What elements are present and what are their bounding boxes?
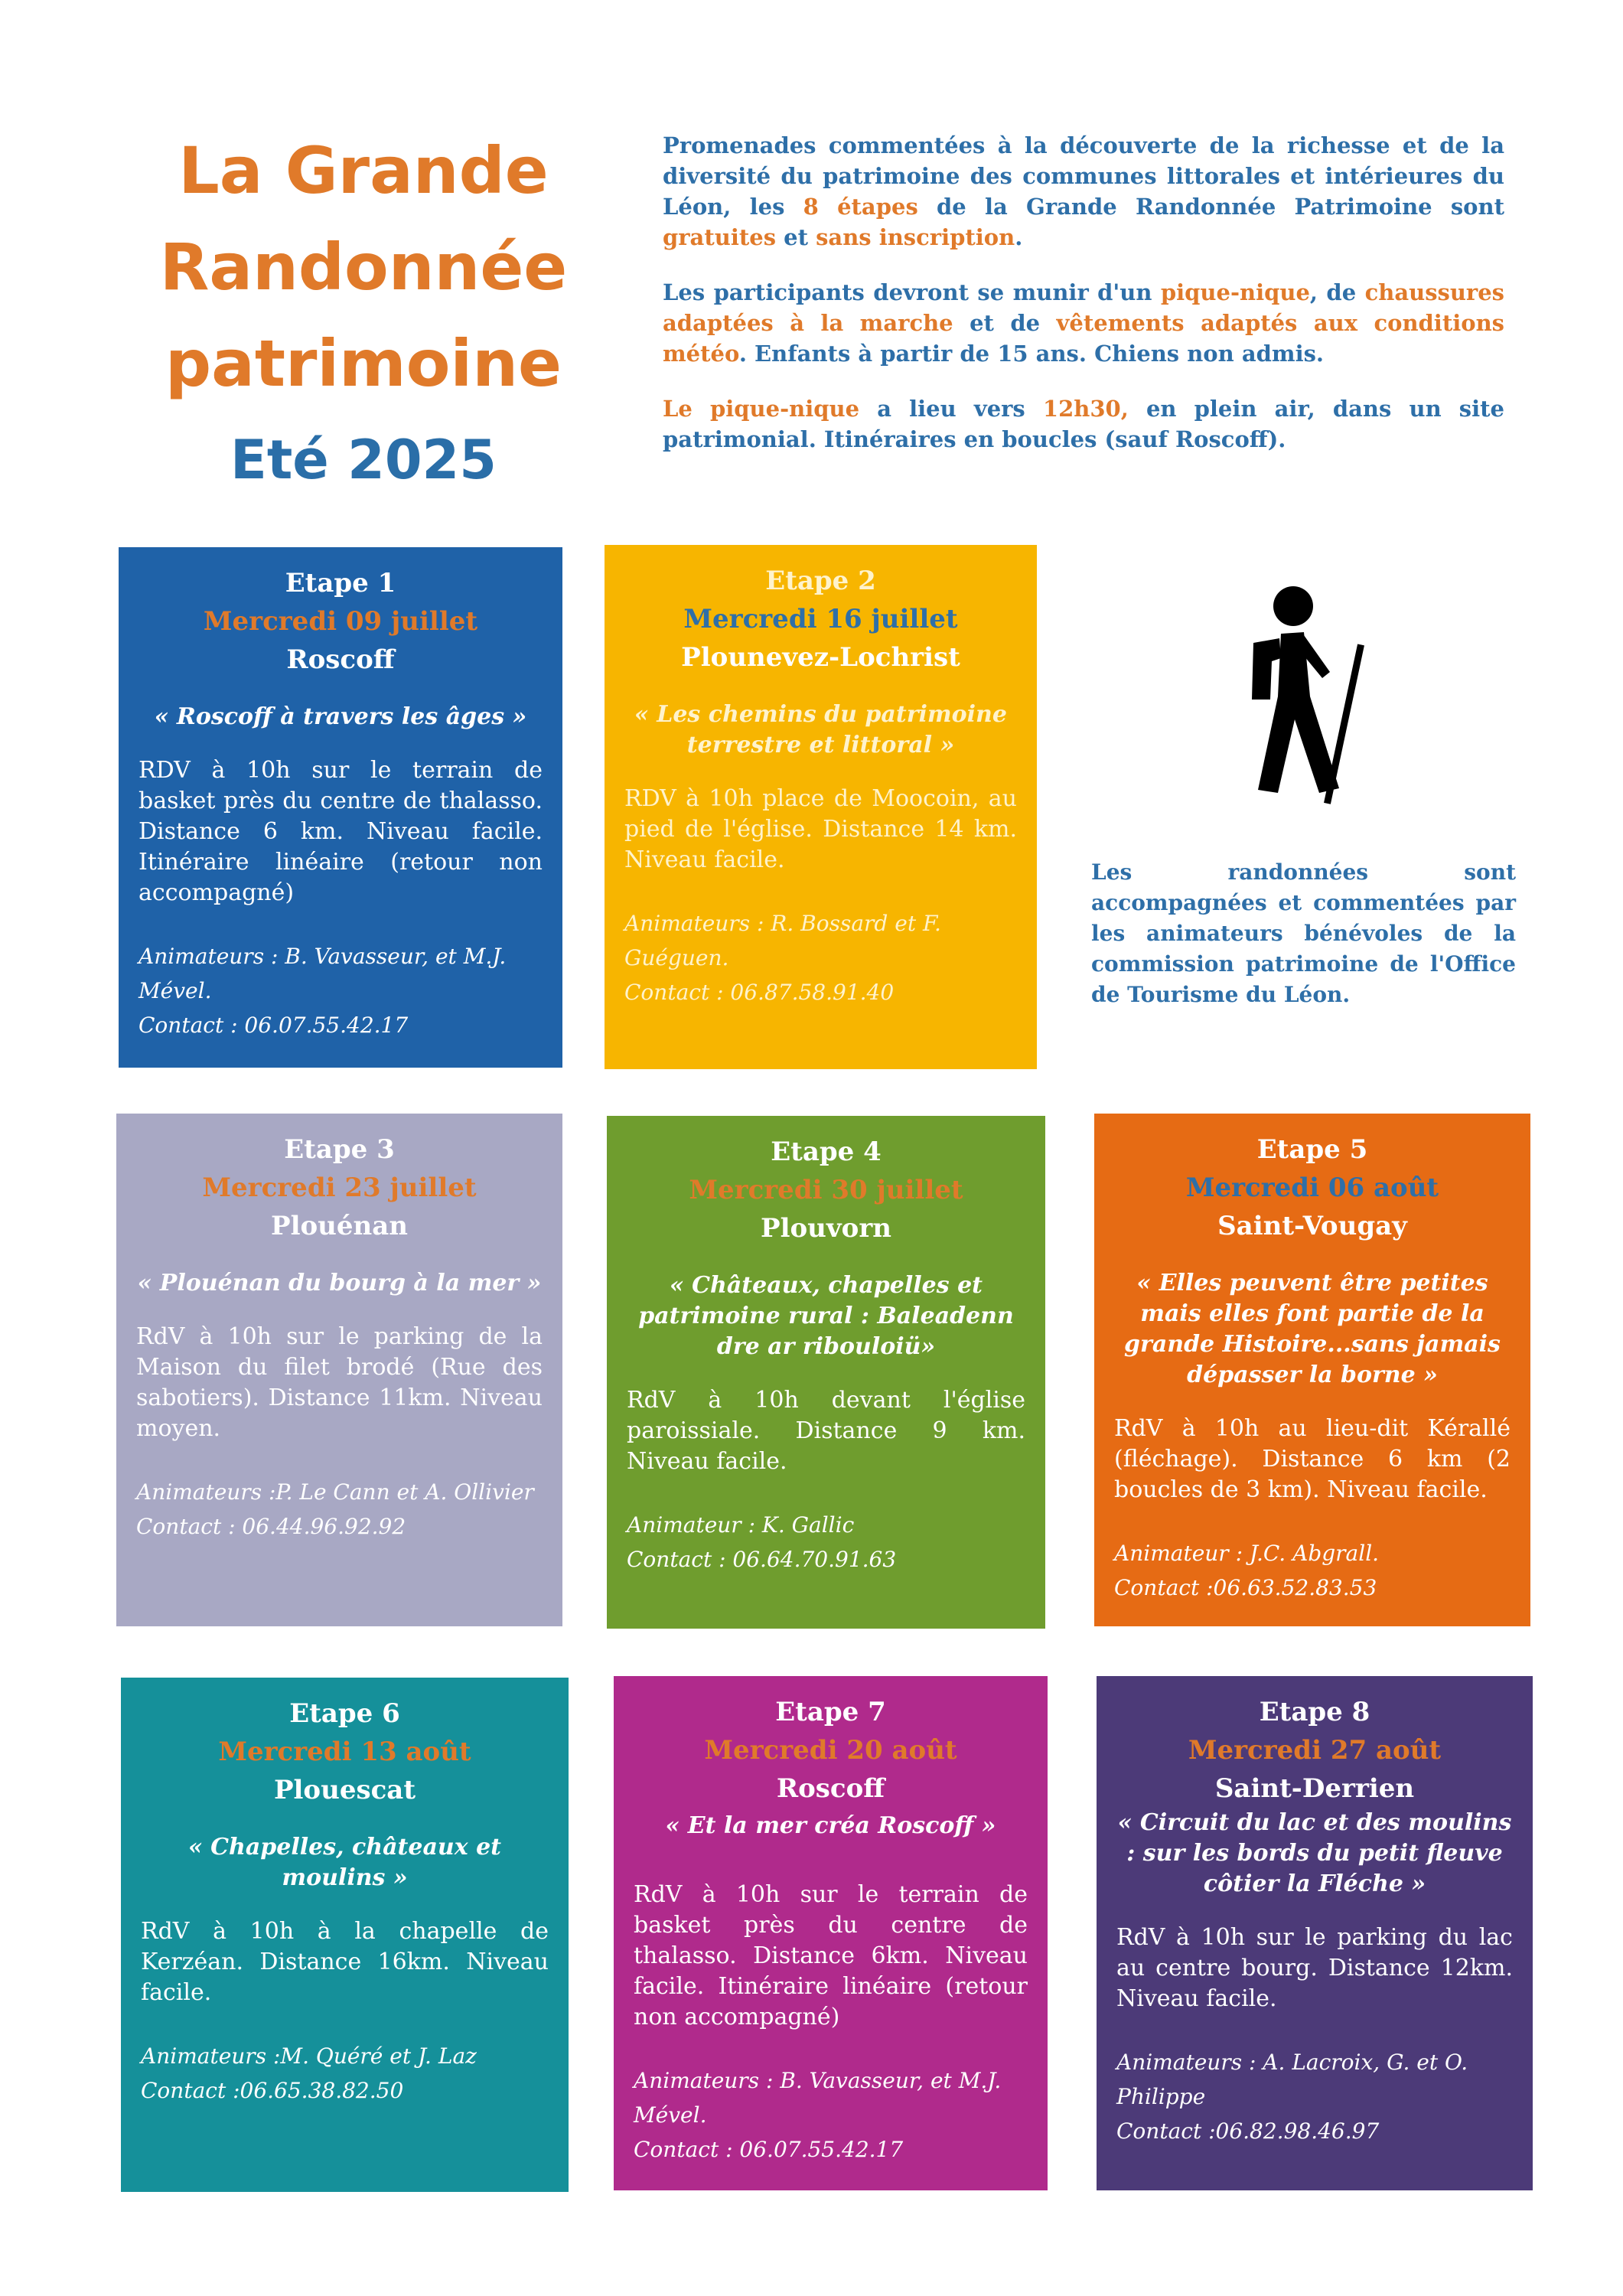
etape-date: Mercredi 16 juillet bbox=[683, 604, 958, 634]
etape-number: Etape 1 bbox=[285, 568, 396, 598]
etape-card-5 bbox=[1094, 1114, 1530, 1626]
etape-theme: « Circuit du lac et des moulins : sur les bords du petit fleuve côtier la Fléche » bbox=[1117, 1809, 1512, 1897]
title-line-3: patrimoine bbox=[165, 326, 562, 401]
etape-theme: « Chapelles, châteaux et moulins » bbox=[187, 1834, 502, 1891]
etape-animateurs: Animateurs : R. Bossard et F. Guéguen. bbox=[624, 911, 941, 970]
etape-card-2 bbox=[605, 545, 1037, 1069]
etape-contact: Contact : 06.07.55.42.17 bbox=[634, 2137, 904, 2162]
etape-card-6 bbox=[121, 1678, 569, 2192]
etape-place: Roscoff bbox=[776, 1773, 885, 1804]
title-year: Eté 2025 bbox=[230, 429, 497, 491]
etape-contact: Contact :06.65.38.82.50 bbox=[141, 2078, 404, 2103]
etape-rdv: RDV à 10h place de Moocoin, au pied de l'église. Distance 14 km. Niveau facile. bbox=[624, 785, 1017, 873]
etape-animateurs: Animateurs : B. Vavasseur, et M.J. Mével. bbox=[634, 2068, 1002, 2128]
etape-animateurs: Animateur : K. Gallic bbox=[627, 1512, 855, 1538]
etape-number: Etape 2 bbox=[765, 566, 876, 596]
etape-rdv: RdV à 10h sur le parking de la Maison du filet brodé (Rue des sabotiers). Distance 11km. Niveau moyen. bbox=[136, 1323, 543, 1442]
title-line-1: La Grande bbox=[178, 133, 549, 208]
intro-paragraph-1: Promenades commentées à la découverte de la richesse et de la diversité du patrimoine des communes littorales et intérieures du Léon, les 8 étapes de la Grande Randonnée Patrimoine sont gratuites et sans inscription. bbox=[663, 132, 1504, 250]
intro-paragraph-2: Les participants devront se munir d'un pique-nique, de chaussures adaptées à la marche et de vêtements adaptés aux conditions météo. Enfants à partir de 15 ans. Chiens non admis. bbox=[663, 279, 1504, 367]
title-line-2: Randonnée bbox=[159, 230, 568, 305]
intro-text bbox=[663, 130, 1504, 479]
etape-date: Mercredi 13 août bbox=[218, 1737, 471, 1767]
etape-place: Plouescat bbox=[273, 1775, 416, 1805]
etape-number: Etape 7 bbox=[775, 1697, 886, 1727]
etape-date: Mercredi 30 juillet bbox=[689, 1175, 963, 1205]
hiker-icon bbox=[1224, 582, 1377, 811]
etape-contact: Contact : 06.07.55.42.17 bbox=[139, 1013, 409, 1038]
etape-place: Saint-Vougay bbox=[1217, 1211, 1407, 1241]
etape-rdv: RdV à 10h devant l'église paroissiale. Distance 9 km. Niveau facile. bbox=[627, 1387, 1025, 1475]
etape-card-1 bbox=[119, 547, 562, 1068]
etape-rdv: RDV à 10h sur le terrain de basket près du centre de thalasso. Distance 6 km. Niveau facile. Itinéraire linéaire (retour non accompagné) bbox=[139, 757, 543, 906]
etape-animateurs: Animateur : J.C. Abgrall. bbox=[1114, 1541, 1380, 1566]
etape-animateurs: Animateurs :M. Quéré et J. Laz bbox=[141, 2043, 477, 2069]
etape-rdv: RdV à 10h au lieu-dit Kérallé (fléchage). Distance 6 km (2 boucles de 3 km). Niveau facile. bbox=[1114, 1415, 1511, 1503]
etape-contact: Contact :06.63.52.83.53 bbox=[1114, 1575, 1377, 1600]
etape-number: Etape 4 bbox=[771, 1137, 882, 1167]
intro-paragraph-3: Le pique-nique a lieu vers 12h30, en plein air, dans un site patrimonial. Itinéraires en boucles (sauf Roscoff). bbox=[663, 396, 1504, 452]
etape-place: Plounevez-Lochrist bbox=[681, 642, 960, 673]
etape-card-7 bbox=[614, 1676, 1048, 2190]
etape-place: Saint-Derrien bbox=[1214, 1773, 1415, 1804]
etape-date: Mercredi 09 juillet bbox=[203, 606, 478, 637]
side-note: Les randonnées sont accompagnées et commentées par les animateurs bénévoles de la commission patrimoine de l'Office de Tourisme du Léon. bbox=[1091, 859, 1516, 1007]
etape-theme: « Et la mer créa Roscoff » bbox=[665, 1812, 996, 1839]
etape-animateurs: Animateurs :P. Le Cann et A. Ollivier bbox=[136, 1479, 534, 1505]
etape-rdv: RdV à 10h sur le terrain de basket près du centre de thalasso. Distance 6km. Niveau facile. Itinéraire linéaire (retour non accompagné) bbox=[634, 1881, 1028, 2030]
etape-theme: « Plouénan du bourg à la mer » bbox=[137, 1270, 542, 1296]
page-title bbox=[130, 122, 597, 502]
etape-contact: Contact :06.82.98.46.97 bbox=[1116, 2118, 1380, 2144]
etape-number: Etape 8 bbox=[1259, 1697, 1370, 1727]
etape-number: Etape 5 bbox=[1256, 1134, 1368, 1165]
etape-contact: Contact : 06.64.70.91.63 bbox=[627, 1547, 897, 1572]
etape-card-3 bbox=[116, 1114, 562, 1626]
etape-date: Mercredi 23 juillet bbox=[202, 1172, 477, 1203]
etape-rdv: RdV à 10h sur le parking du lac au centre bourg. Distance 12km. Niveau facile. bbox=[1116, 1924, 1513, 2012]
etape-rdv: RdV à 10h à la chapelle de Kerzéan. Distance 16km. Niveau facile. bbox=[141, 1918, 549, 2006]
etape-place: Roscoff bbox=[286, 644, 395, 675]
etape-contact: Contact : 06.44.96.92.92 bbox=[136, 1514, 406, 1539]
etape-theme: « Les chemins du patrimoine terrestre et littoral » bbox=[634, 701, 1007, 758]
etape-place: Plouénan bbox=[271, 1211, 408, 1241]
etape-animateurs: Animateurs : A. Lacroix, G. et O. Philippe bbox=[1116, 2050, 1468, 2109]
etape-card-8 bbox=[1097, 1676, 1533, 2190]
etape-date: Mercredi 06 août bbox=[1185, 1172, 1439, 1203]
etape-card-4 bbox=[607, 1116, 1045, 1629]
etape-place: Plouvorn bbox=[761, 1213, 891, 1244]
etape-animateurs: Animateurs : B. Vavasseur, et M.J. Mével. bbox=[139, 944, 507, 1003]
etape-number: Etape 6 bbox=[289, 1698, 400, 1729]
etape-date: Mercredi 27 août bbox=[1188, 1735, 1442, 1766]
etape-theme: « Châteaux, chapelles et patrimoine rural : Baleadenn dre ar ribouloiü» bbox=[638, 1272, 1014, 1360]
etape-number: Etape 3 bbox=[284, 1134, 395, 1165]
etape-theme: « Elles peuvent être petites mais elles font partie de la grande Histoire...sans jamais dépasser la borne » bbox=[1124, 1270, 1501, 1388]
etape-date: Mercredi 20 août bbox=[704, 1735, 957, 1766]
etape-contact: Contact : 06.87.58.91.40 bbox=[624, 980, 895, 1005]
etape-theme: « Roscoff à travers les âges » bbox=[154, 703, 527, 730]
